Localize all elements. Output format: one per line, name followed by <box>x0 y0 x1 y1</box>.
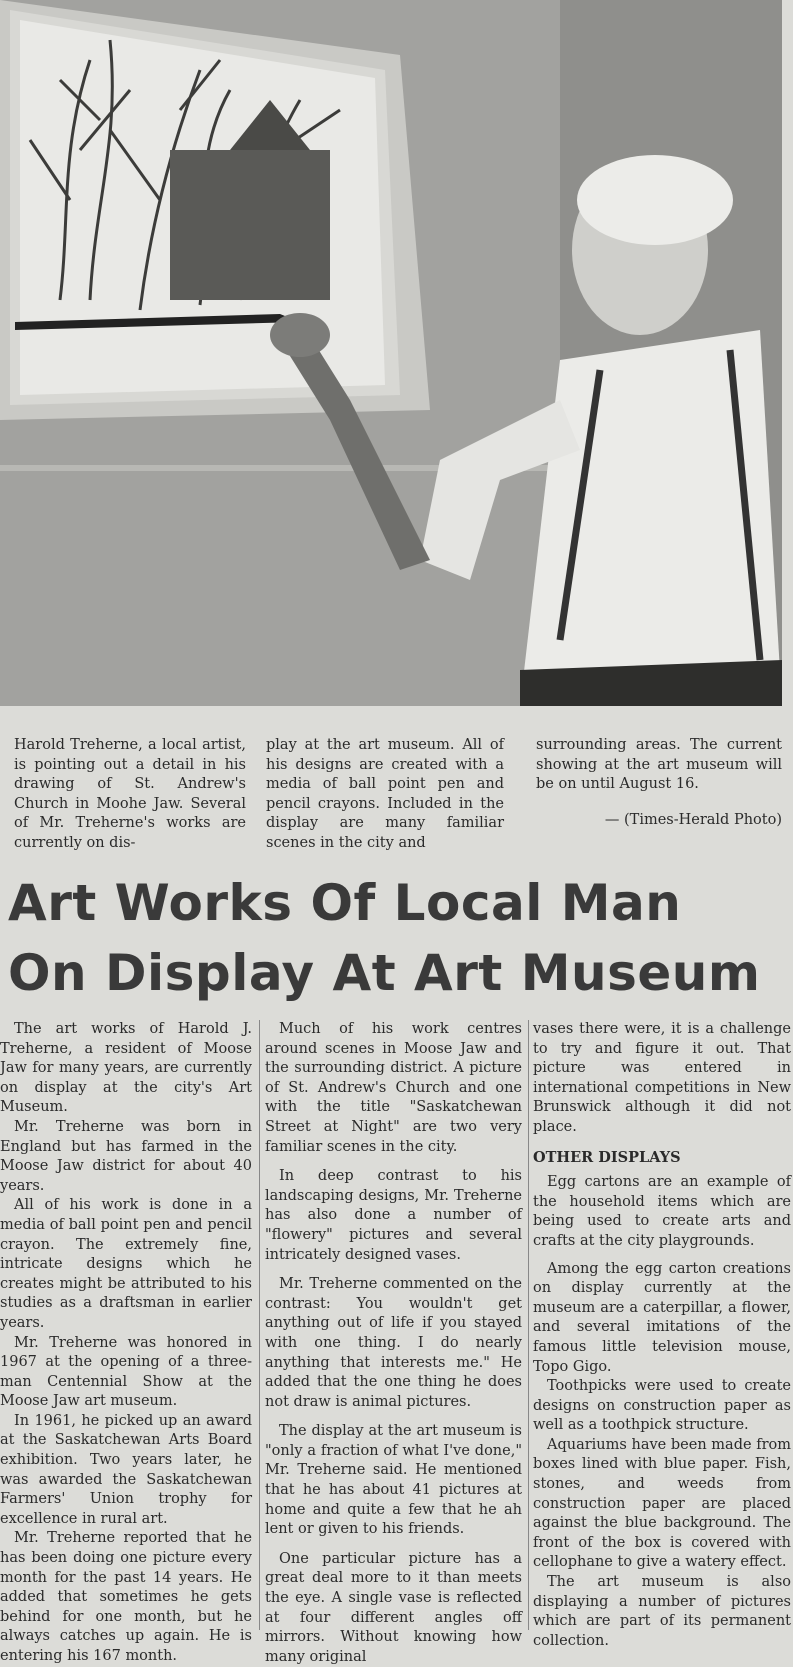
article-column-1 <box>0 1020 252 1664</box>
paragraph: Mr. Treherne was born in England but has farmed in the Moose Jaw district for about 40 years. <box>0 1118 252 1194</box>
column-rule-1 <box>259 1020 260 1630</box>
paragraph: The art museum is also displaying a number of pictures which are part of its permanent collection. <box>533 1574 791 1649</box>
caption-text-1: Harold Treherne, a local artist, is pointing out a detail in his drawing of St. Andrew's Church in Moohe Jaw. Several of Mr. Treherne's works are currently on dis- <box>14 737 246 851</box>
paragraph: vases there were, it is a challenge to try and figure it out. That picture was entered in international competitions in New Brunswick although it did not place. <box>533 1021 791 1135</box>
paragraph: Much of his work centres around scenes in Moose Jaw and the surrounding district. A picture of St. Andrew's Church and one with the title "Saskatchewan Street at Night" are two very familiar scenes in the city. <box>265 1021 522 1155</box>
headline-line-1: Art Works Of Local Man <box>8 874 682 932</box>
photo-credit: — (Times-Herald Photo) <box>604 811 782 828</box>
paragraph: One particular picture has a great deal more to it than meets the eye. A single vase is reflected at four different angles off mirrors. Without knowing how many original <box>265 1550 522 1665</box>
caption-column-3 <box>536 736 782 830</box>
paragraph: Mr. Treherne was honored in 1967 at the opening of a three-man Centennial Show at the Moose Jaw art museum. <box>0 1334 252 1410</box>
article-column-3 <box>533 1020 791 1649</box>
paragraph: The art works of Harold J. Treherne, a resident of Moose Jaw for many years, are currently on display at the city's Art Museum. <box>0 1021 252 1116</box>
paragraph: All of his work is done in a media of ball point pen and pencil crayon. The extremely fine, intricate designs which he creates might be attributed to his studies as a draftsman in earlier years. <box>0 1197 252 1331</box>
headline <box>8 868 788 1008</box>
caption-text-3: surrounding areas. The current showing at the art museum will be on until August 16. <box>536 737 782 792</box>
column-rule-2 <box>528 1020 529 1630</box>
article-column-2 <box>265 1020 522 1665</box>
photo-illustration <box>0 0 782 706</box>
paragraph: Aquariums have been made from boxes lined with blue paper. Fish, stones, and weeds from construction paper are placed against the blue background. The front of the box is covered with cellophane to give a watery effect. <box>533 1436 791 1571</box>
paragraph: Egg cartons are an example of the household items which are being used to create arts and crafts at the city playgrounds. <box>533 1174 791 1249</box>
paragraph: The display at the art museum is "only a fraction of what I've done," Mr. Treherne said. He mentioned that he has about 41 pictures at home and quite a few that he ah lent or given to his friends. <box>265 1423 522 1538</box>
caption-text-2: play at the art museum. All of his designs are created with a media of ball point pen and pencil crayons. Included in the display are many familiar scenes in the city and <box>266 737 504 851</box>
headline-line-2: On Display At Art Museum <box>8 944 761 1002</box>
caption-column-1 <box>14 736 246 853</box>
news-photo <box>0 0 782 706</box>
paragraph: Mr. Treherne commented on the contrast: You wouldn't get anything out of life if you stayed with one thing. I do nearly anything that interests me." He added that the one thing he does not draw is animal pictures. <box>265 1276 522 1410</box>
paragraph: Mr. Treherne reported that he has been doing one picture every month for the past 14 years. He added that sometimes he gets behind for one month, but he always catches up again. He is entering his 167 month. <box>0 1530 252 1664</box>
paragraph: Among the egg carton creations on display currently at the museum are a caterpillar, a flower, and several imitations of the famous little television mouse, Topo Gigo. <box>533 1260 791 1375</box>
subheading-other-displays: OTHER DISPLAYS <box>533 1148 681 1166</box>
paragraph: Toothpicks were used to create designs on construction paper as well as a toothpick structure. <box>533 1378 791 1434</box>
caption-column-2 <box>266 736 504 853</box>
paragraph: In deep contrast to his landscaping designs, Mr. Treherne has also done a number of "flowery" pictures and several intricately designed vases. <box>265 1168 522 1263</box>
paragraph: In 1961, he picked up an award at the Saskatchewan Arts Board exhibition. Two years later, he was awarded the Saskatchewan Farmers' Union trophy for excellence in rural art. <box>0 1412 252 1527</box>
